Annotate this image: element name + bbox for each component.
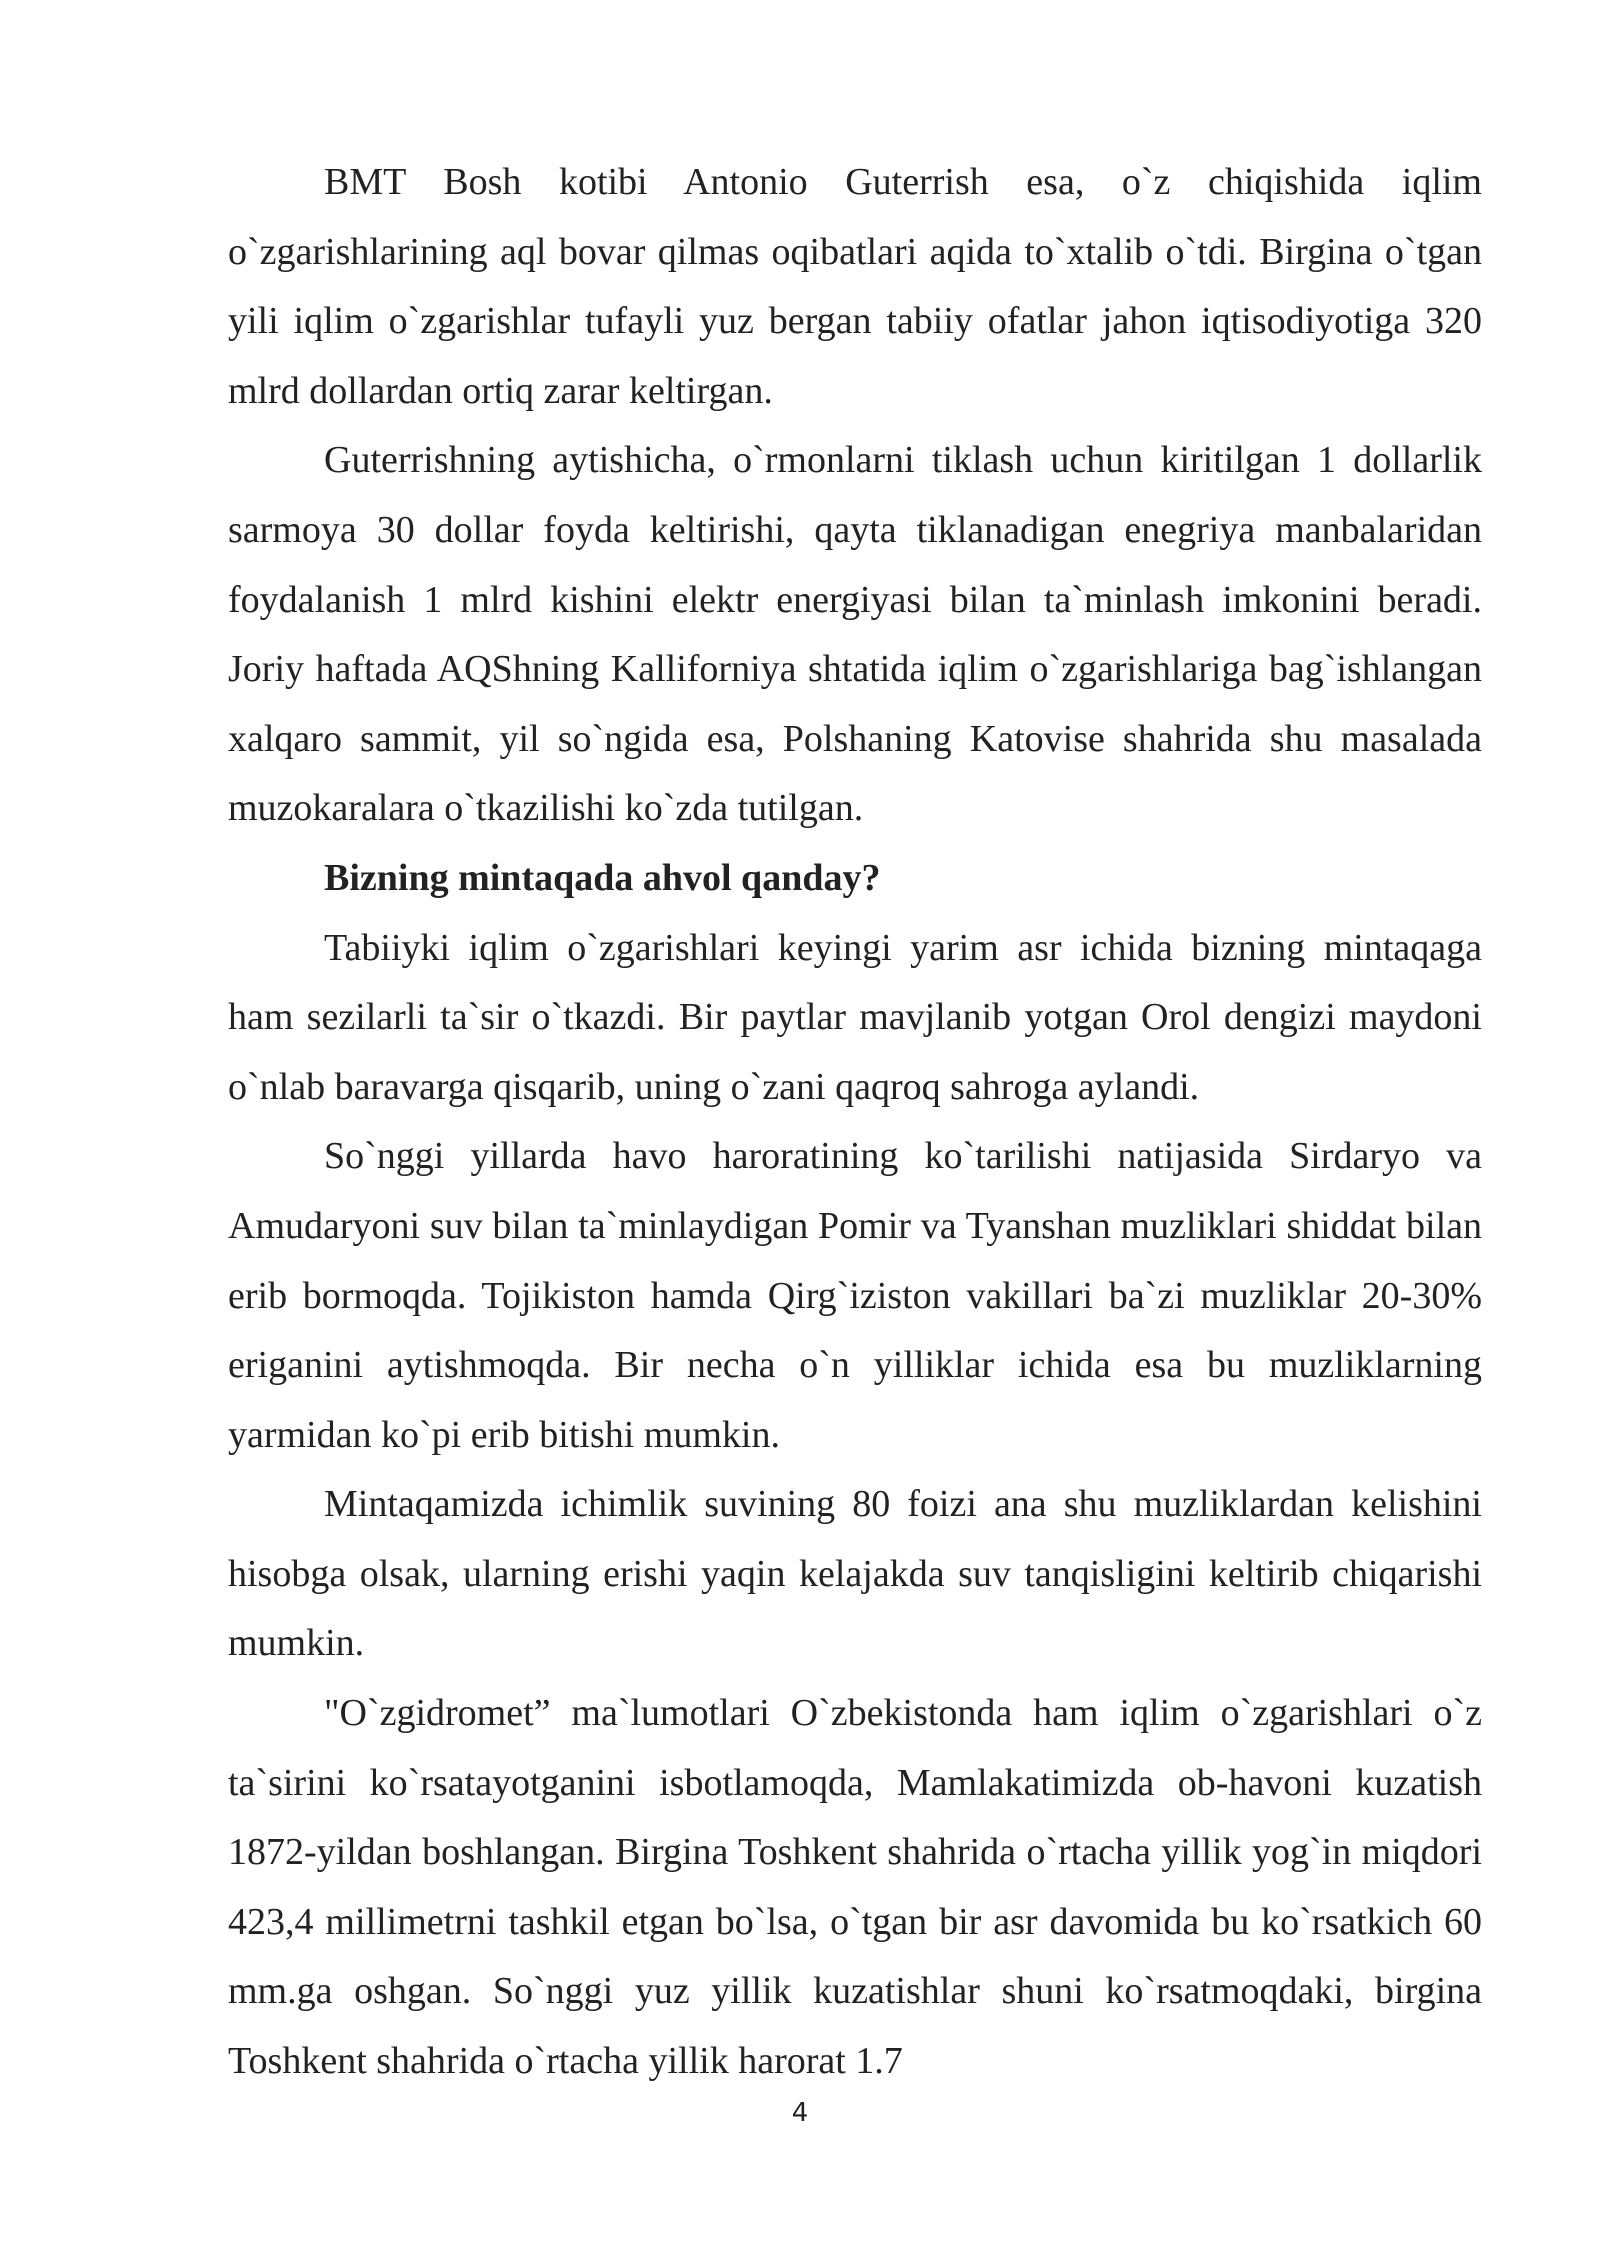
document-body	[228, 148, 1482, 2097]
paragraph-glaciers: So`nggi yillarda havo haroratining ko`tarilishi natijasida Sirdaryo va Amudaryoni suv bilan ta`minlaydigan Pomir va Tyanshan muzliklari shiddat bilan erib bormoqda. Tojikiston hamda Qirg`iziston vakillari ba`zi muzliklar 20-30% eriganini aytishmoqda. Bir necha o`n yilliklar ichida esa bu muzliklarning yarmidan ko`pi erib bitishi mumkin.	[228, 1135, 1482, 1456]
paragraph-investment: Guterrishning aytishicha, o`rmonlarni tiklash uchun kiritilgan 1 dollarlik sarmoya 30 dollar foyda keltirishi, qayta tiklanadigan enegriya manbalaridan foydalanish 1 mlrd kishini elektr energiyasi bilan ta`minlash imkonini beradi. Joriy haftada AQShning Kalliforniya shtatida iqlim o`zgarishlariga bag`ishlangan xalqaro sammit, yil so`ngida esa, Polshaning Katovise shahrida shu masalada muzokaralara o`tkazilishi ko`zda tutilgan.	[228, 439, 1482, 830]
section-heading: Bizning mintaqada ahvol qanday?	[324, 856, 881, 899]
paragraph-uzgidromet: "O`zgidromet” ma`lumotlari O`zbekistonda ham iqlim o`zgarishlari o`z ta`sirini ko`rsatayotganini isbotlamoqda, Mamlakatimizda ob-havoni kuzatish 1872-yildan boshlangan. Birgina Toshkent shahrida o`rtacha yillik yog`in miqdori 423,4 millimetrni tashkil etgan bo`lsa, o`tgan bir asr davomida bu ko`rsatkich 60 mm.ga oshgan. So`nggi yuz yillik kuzatishlar shuni ko`rsatmoqdaki, birgina Toshkent shahrida o`rtacha yillik harorat 1.7	[228, 1692, 1482, 2083]
page-number: 4	[791, 2098, 809, 2128]
paragraph-aral-sea: Tabiiyki iqlim o`zgarishlari keyingi yarim asr ichida bizning mintaqaga ham sezilarli ta`sir o`tkazdi. Bir paytlar mavjlanib yotgan Orol dengizi maydoni o`nlab baravarga qisqarib, uning o`zani qaqroq sahroga aylandi.	[228, 926, 1482, 1108]
paragraph-guterrish-speech: BMT Bosh kotibi Antonio Guterrish esa, o`z chiqishida iqlim o`zgarishlarining aql bovar qilmas oqibatlari aqida to`xtalib o`tdi. Birgina o`tgan yili iqlim o`zgarishlar tufayli yuz bergan tabiiy ofatlar jahon iqtisodiyotiga 320 mlrd dollardan ortiq zarar keltirgan.	[228, 161, 1482, 412]
paragraph-drinking-water: Mintaqamizda ichimlik suvining 80 foizi ana shu muzliklardan kelishini hisobga olsak, ularning erishi yaqin kelajakda suv tanqisligini keltirib chiqarishi mumkin.	[228, 1483, 1482, 1665]
